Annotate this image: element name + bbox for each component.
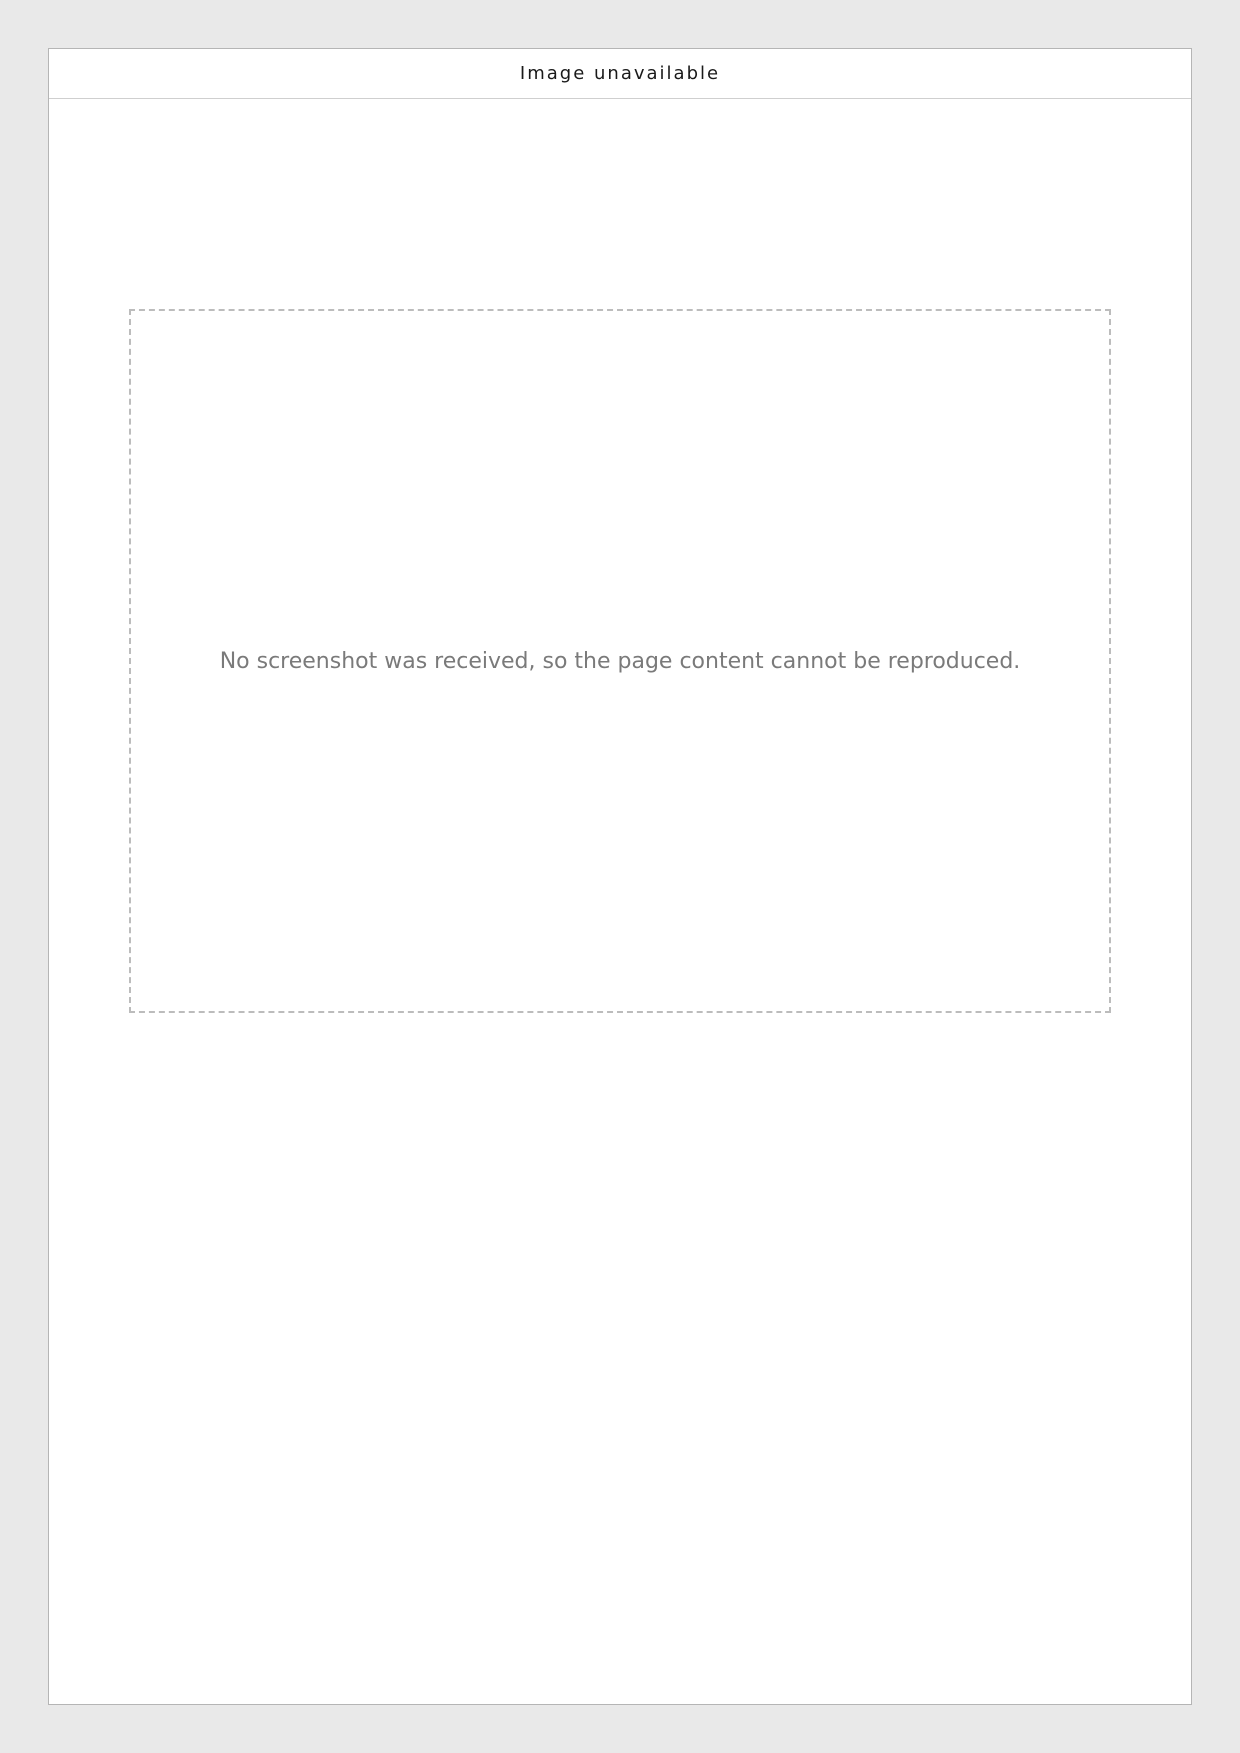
header-banner: Image unavailable xyxy=(49,49,1191,99)
page-frame xyxy=(48,48,1192,1705)
placeholder-message: No screenshot was received, so the page content cannot be reproduced. xyxy=(129,309,1111,1013)
